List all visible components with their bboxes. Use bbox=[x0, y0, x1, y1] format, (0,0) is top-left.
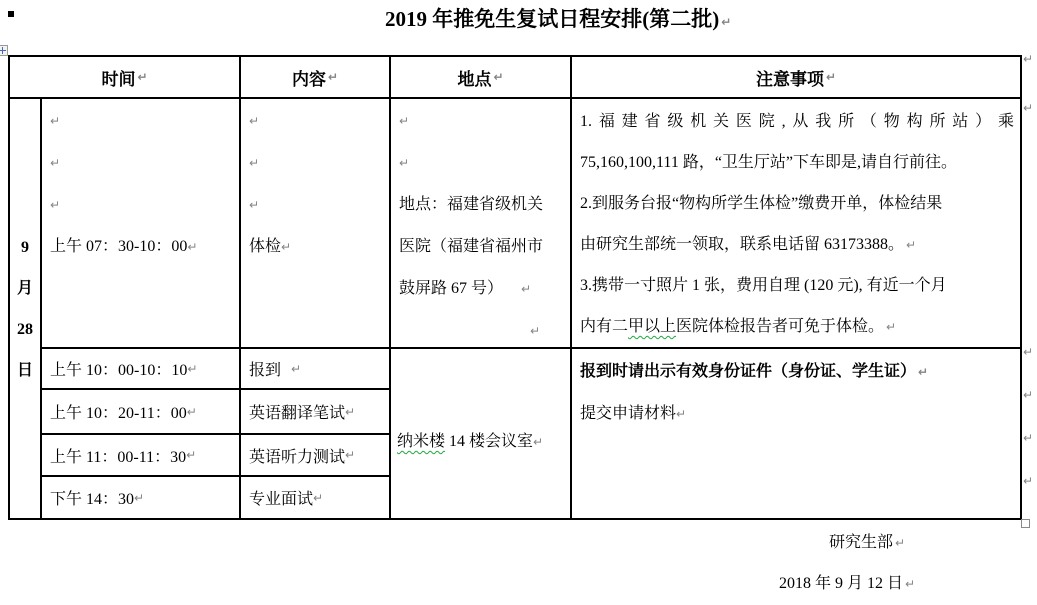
merged-notes-cell bbox=[572, 349, 1022, 520]
row3-time-cell bbox=[42, 390, 241, 435]
row1-location-line: 医院（福建省福州市 bbox=[399, 238, 544, 255]
paragraph-mark: ↵ bbox=[721, 15, 732, 29]
row1-location-line: 地点：福建省级机关 bbox=[399, 196, 544, 213]
paragraph-mark: ↵ bbox=[905, 577, 916, 591]
paragraph-mark: ↵ bbox=[50, 198, 61, 212]
schedule-table bbox=[8, 55, 1022, 520]
header-time-label: 时间 bbox=[101, 69, 136, 89]
page-title-text: 2019 年推免生复试日程安排(第二批) bbox=[385, 7, 720, 31]
row1-time-text: 上午 07：30-10：00 bbox=[50, 238, 188, 255]
header-notes bbox=[572, 57, 1022, 99]
paragraph-mark: ↵ bbox=[50, 156, 61, 170]
table-move-handle-icon[interactable] bbox=[0, 45, 8, 56]
merged-location-text: 14 楼会议室 bbox=[445, 433, 534, 450]
paragraph-mark: ↵ bbox=[918, 365, 929, 379]
row4-time-cell bbox=[42, 435, 241, 477]
page-title bbox=[385, 3, 731, 33]
paragraph-mark: ↵ bbox=[187, 361, 198, 376]
paragraph-mark: ↵ bbox=[134, 490, 145, 505]
row5-time-text: 下午 14：30 bbox=[50, 491, 135, 508]
row1-content-cell bbox=[241, 99, 391, 349]
paragraph-mark: ↵ bbox=[825, 70, 837, 84]
table-resize-handle-icon[interactable] bbox=[1021, 519, 1030, 528]
paragraph-mark: ↵ bbox=[313, 490, 324, 505]
paragraph-mark: ↵ bbox=[886, 320, 897, 334]
row2-content-text: 报到 bbox=[249, 362, 282, 379]
header-location bbox=[391, 57, 572, 99]
paragraph-mark: ↵ bbox=[1023, 474, 1034, 488]
paragraph-mark: ↵ bbox=[186, 404, 197, 419]
row4-time-text: 上午 11：00-11：30 bbox=[50, 448, 187, 466]
notes-line-5: 3.携带一寸照片 1 张，费用自理 (120 元), 有近一个月 bbox=[580, 277, 947, 294]
paragraph-mark: ↵ bbox=[249, 114, 260, 128]
merged-location-cell bbox=[391, 349, 572, 520]
paragraph-mark: ↵ bbox=[529, 324, 540, 338]
paragraph-mark: ↵ bbox=[399, 114, 410, 128]
paragraph-mark: ↵ bbox=[249, 156, 260, 170]
notes-line-6: 内有二甲以上医院体检报告者可免于体检。 ↵ bbox=[580, 318, 897, 335]
paragraph-mark: ↵ bbox=[533, 435, 544, 449]
paragraph-mark: ↵ bbox=[345, 404, 356, 419]
paragraph-mark: ↵ bbox=[249, 198, 260, 212]
paragraph-mark: ↵ bbox=[345, 448, 356, 462]
stray-bullet bbox=[8, 11, 14, 17]
spellcheck-squiggle: 纳米楼 bbox=[397, 433, 446, 450]
row5-time-cell bbox=[42, 477, 241, 520]
row4-content-cell bbox=[241, 435, 391, 477]
paragraph-mark: ↵ bbox=[1023, 388, 1034, 402]
paragraph-mark: ↵ bbox=[1023, 101, 1034, 115]
row1-notes-cell bbox=[572, 99, 1022, 349]
paragraph-mark: ↵ bbox=[399, 156, 410, 170]
row5-content-text: 专业面试 bbox=[249, 491, 314, 508]
row2-time-text: 上午 10：00-10：10 bbox=[50, 362, 188, 379]
row4-content-text: 英语听力测试 bbox=[249, 448, 346, 466]
paragraph-mark: ↵ bbox=[281, 240, 292, 254]
paragraph-mark: ↵ bbox=[1023, 52, 1034, 66]
row3-content-text: 英语翻译笔试 bbox=[249, 405, 346, 422]
spellcheck-squiggle: 甲以上 bbox=[628, 318, 677, 335]
paragraph-mark: ↵ bbox=[521, 282, 532, 296]
notes-line-2: 75,160,100,111 路，“卫生厅站”下车即是,请自行前往。 bbox=[580, 154, 958, 171]
row3-time-text: 上午 10：20-11：00 bbox=[50, 405, 187, 422]
paragraph-mark: ↵ bbox=[291, 361, 302, 376]
date-cell bbox=[10, 99, 42, 520]
paragraph-mark: ↵ bbox=[1023, 431, 1034, 445]
row2-content-cell bbox=[241, 349, 391, 390]
merged-notes-line2: 提交申请材料↵ bbox=[580, 405, 687, 422]
paragraph-mark: ↵ bbox=[50, 114, 61, 128]
merged-notes-bold-line: 报到时请出示有效身份证件（身份证、学生证） ↵ bbox=[580, 363, 929, 380]
notes-line-3: 2.到服务台报“物构所学生体检”缴费开单，体检结果 bbox=[580, 195, 943, 212]
paragraph-mark: ↵ bbox=[906, 238, 917, 252]
paragraph-mark: ↵ bbox=[676, 407, 687, 421]
date-line: 9 bbox=[21, 238, 29, 256]
paragraph-mark: ↵ bbox=[493, 70, 504, 84]
paragraph-mark: ↵ bbox=[137, 70, 148, 84]
notes-line-1: 1.福建省级机关医院,从我所（物构所站）乘 bbox=[580, 113, 1014, 130]
paragraph-mark: ↵ bbox=[187, 240, 198, 254]
date-line: 月 bbox=[16, 279, 33, 297]
paragraph-mark: ↵ bbox=[186, 448, 197, 462]
header-location-label: 地点 bbox=[457, 69, 492, 89]
row2-time-cell bbox=[42, 349, 241, 390]
paragraph-mark: ↵ bbox=[1023, 345, 1034, 359]
footer-signature: 研究生部 ↵ bbox=[829, 534, 906, 551]
paragraph-mark: ↵ bbox=[327, 70, 339, 84]
header-content-label: 内容 bbox=[291, 69, 326, 89]
header-time bbox=[10, 57, 241, 99]
date-line: 日 bbox=[16, 361, 33, 379]
date-line: 28 bbox=[17, 320, 33, 338]
header-notes-label: 注意事项 bbox=[755, 69, 824, 89]
row3-content-cell bbox=[241, 390, 391, 435]
row5-content-cell bbox=[241, 477, 391, 520]
paragraph-mark: ↵ bbox=[895, 536, 906, 550]
row1-time-cell bbox=[42, 99, 241, 349]
row1-location-cell bbox=[391, 99, 572, 349]
row1-location-line: 鼓屏路 67 号） bbox=[399, 280, 504, 297]
footer-date: 2018 年 9 月 12 日 ↵ bbox=[779, 575, 916, 592]
header-content bbox=[241, 57, 391, 99]
row1-content-text: 体检 bbox=[249, 238, 282, 255]
notes-line-4: 由研究生部统一领取，联系电话留 63173388。 ↵ bbox=[580, 236, 917, 253]
